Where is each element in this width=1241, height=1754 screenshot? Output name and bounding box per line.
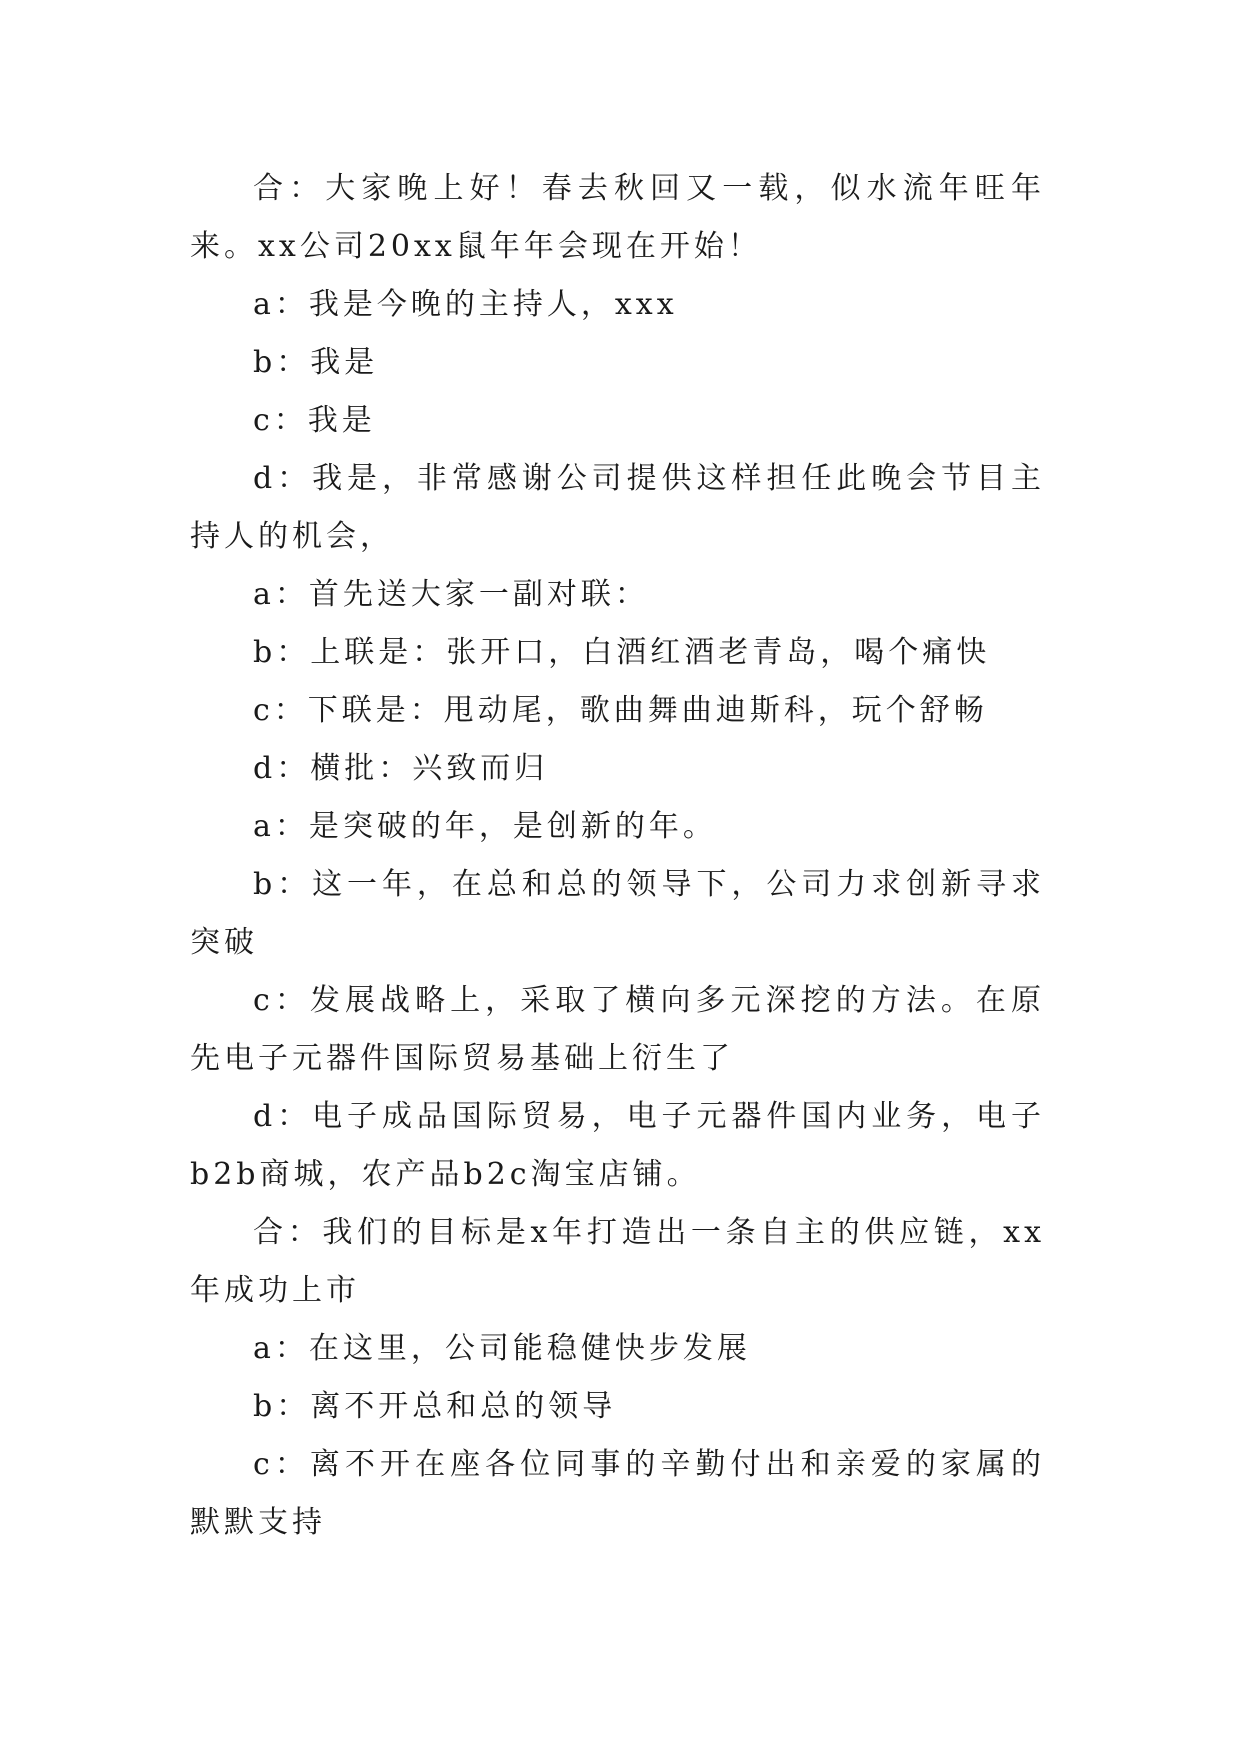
paragraph: a：是突破的年，是创新的年。 [253, 809, 717, 844]
paragraph: b：我是 [253, 345, 379, 380]
paragraph: a：首先送大家一副对联： [253, 577, 649, 612]
paragraph: b：上联是：张开口，白酒红酒老青岛，喝个痛快 [253, 635, 991, 670]
paragraph: d：横批：兴致而归 [253, 751, 549, 786]
paragraph: d：电子成品国际贸易，电子元器件国内业务，电子b2b商城，农产品b2c淘宝店铺。 [190, 1099, 1045, 1192]
paragraph: a：在这里，公司能稳健快步发展 [253, 1331, 751, 1366]
paragraph: c：离不开在座各位同事的辛勤付出和亲爱的家属的默默支持 [190, 1447, 1045, 1540]
paragraph: d：我是，非常感谢公司提供这样担任此晚会节目主持人的机会， [190, 461, 1045, 554]
paragraph: 合：我们的目标是x年打造出一条自主的供应链，xx年成功上市 [190, 1215, 1045, 1308]
paragraph: c：下联是：甩动尾，歌曲舞曲迪斯科，玩个舒畅 [253, 693, 988, 728]
document-body [190, 160, 1045, 1552]
paragraph: b：这一年，在总和总的领导下，公司力求创新寻求突破 [190, 867, 1045, 960]
paragraph: a：我是今晚的主持人，xxx [253, 287, 678, 322]
paragraph: 合：大家晚上好！春去秋回又一载，似水流年旺年来。xx公司20xx鼠年年会现在开始！ [190, 171, 1045, 264]
paragraph: c：我是 [253, 403, 376, 438]
paragraph: c：发展战略上，采取了横向多元深挖的方法。在原先电子元器件国际贸易基础上衍生了 [190, 983, 1045, 1076]
paragraph: b：离不开总和总的领导 [253, 1389, 617, 1424]
